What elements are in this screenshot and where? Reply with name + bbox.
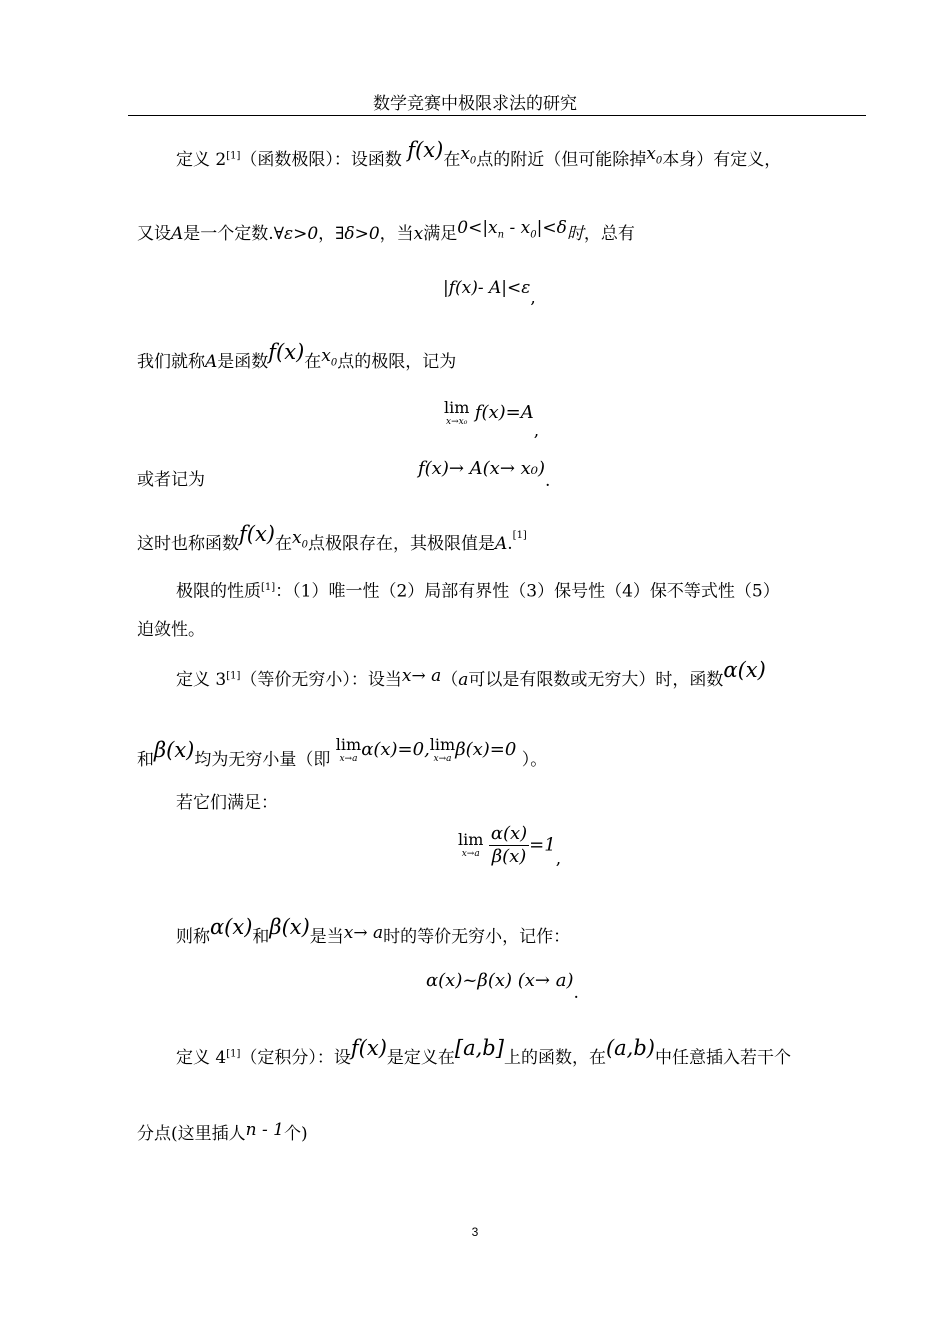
- formula-abs-limit: |f(x)- A|<ε,: [443, 278, 536, 308]
- def2-x0-2: $x_0$: [646, 144, 663, 167]
- def2-at: 在: [443, 150, 461, 170]
- properties-line2: 迫敛性。: [137, 620, 205, 640]
- def2-line1: [176, 138, 782, 172]
- header-title: 数学竞赛中极限求法的研究: [373, 94, 577, 114]
- def2-line2: [137, 218, 635, 246]
- def2-satisfy: 满足: [423, 224, 458, 244]
- def2-exists: ∃δ>0: [335, 224, 380, 244]
- def2-line4: 这时也称函数f(x)在$x_0$点极限存在，其极限值是A.[1]: [137, 522, 527, 554]
- def2-always: ，总有: [583, 224, 635, 244]
- def2-line2-a: 又设: [137, 224, 171, 244]
- def2-comma2: ，当: [379, 224, 414, 244]
- def2-forall: ∀ε>0: [273, 224, 319, 244]
- def3-line2: 和β(x)均为无穷小量（即 lim x→a α(x)=0, lim x→a β(x)=0 ）。: [137, 735, 548, 770]
- def2-ineq: $0<|x_n - x_0|<\delta$: [457, 218, 567, 241]
- def4-line2: 分点(这里插人n - 1个): [137, 1120, 308, 1144]
- def2-A: A: [171, 224, 184, 244]
- formula-equiv: α(x)~β(x) (x→ a).: [426, 970, 579, 1003]
- def2-comma1: ，: [318, 224, 336, 244]
- def2-or-label: 或者记为: [137, 470, 205, 490]
- page-number: 3: [471, 1225, 479, 1239]
- def2-fx: f(x): [407, 138, 444, 162]
- def2-line2-b: 是一个定数.: [183, 224, 274, 244]
- def2-shi: 时: [566, 224, 584, 244]
- formula-lim: lim x→x₀ f(x)=A,: [444, 398, 540, 441]
- def2-line3: 我们就称A是函数f(x)在$x_0$点的极限，记为: [137, 340, 457, 372]
- header-rule: [128, 115, 866, 116]
- def2-near: 点的附近（但可能除掉: [476, 150, 647, 170]
- def2-x0: $x_0$: [460, 144, 477, 167]
- def3-then: 则称α(x)和β(x)是当x→ a时的等价无穷小，记作：: [176, 915, 571, 947]
- def2-lead: 定义 2: [176, 150, 227, 170]
- def2-self: 本身）有定义，: [662, 150, 782, 170]
- def2-paren: （函数极限）：设函数: [240, 150, 402, 170]
- formula-frac-lim: lim x→a $\frac{\alpha(x)}{\beta(x)}$ =1,: [458, 823, 562, 869]
- formula-arrow: f(x)→ A(x→ x₀).: [418, 458, 551, 491]
- def2-x: x: [413, 224, 424, 244]
- def2-ref: [1]: [226, 150, 241, 162]
- properties-line1: 极限的性质[1]：（1）唯一性（2）局部有界性（3）保号性（4）保不等式性（5）: [176, 581, 780, 602]
- def3-line1: 定义 3[1]（等价无穷小）：设当x→ a（a可以是有限数或无穷大）时，函数α(x): [176, 658, 766, 690]
- def4-line1: 定义 4[1]（定积分）：设f(x)是定义在[a,b]上的函数，在(a,b)中任意插入若干个: [176, 1036, 791, 1068]
- def3-if-satisfy: 若它们满足：: [176, 793, 278, 813]
